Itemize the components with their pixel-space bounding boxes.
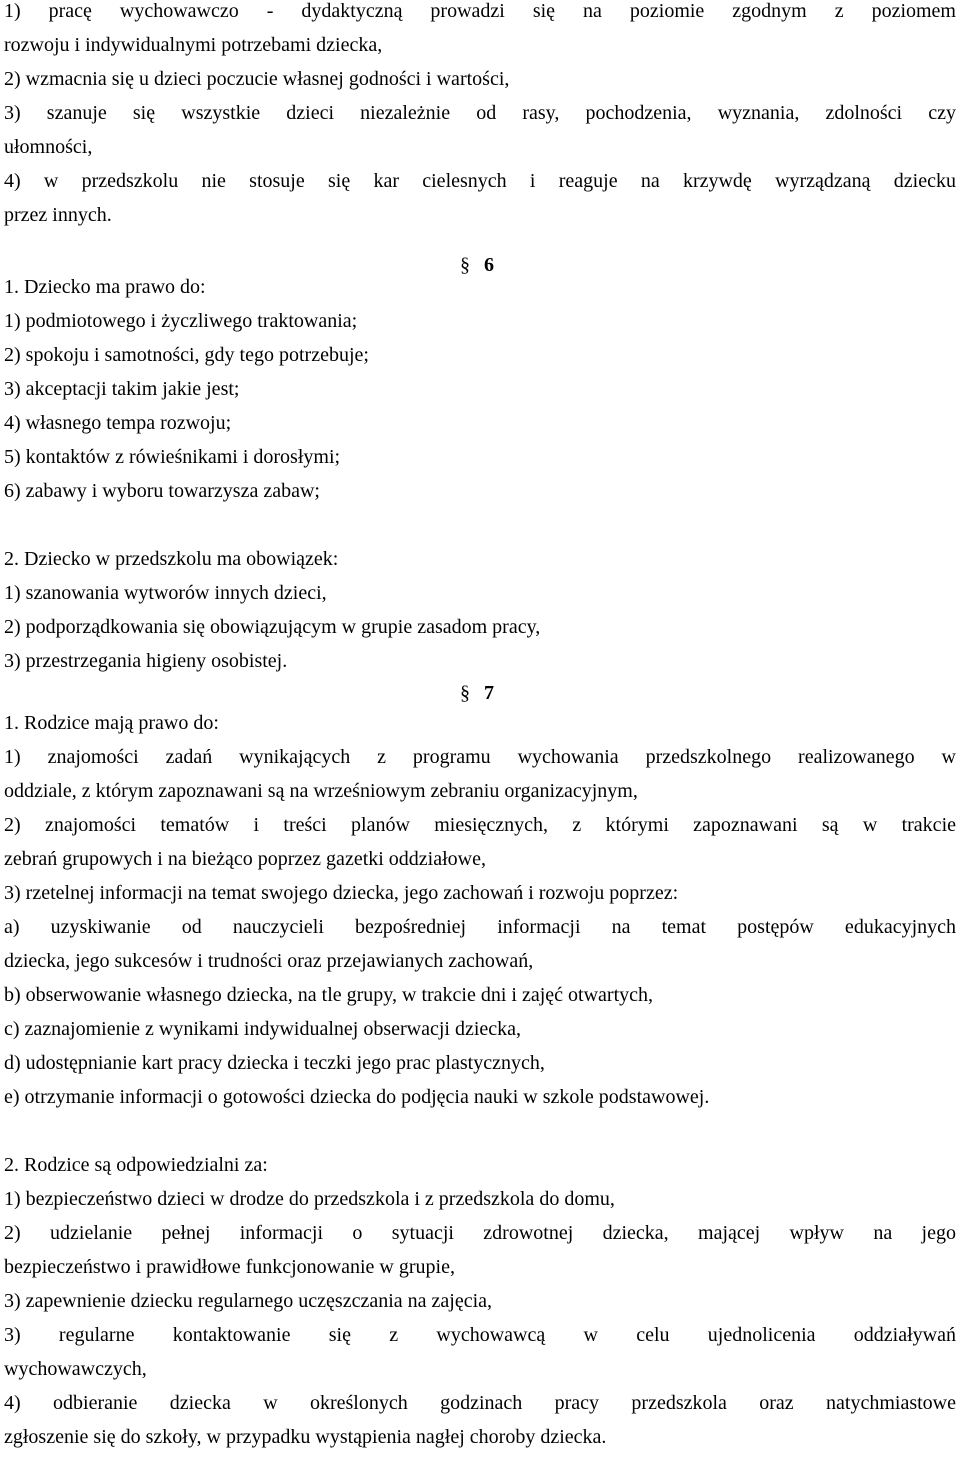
section-sign: § [460,254,470,276]
text-line: zgłoszenie się do szkoły, w przypadku wystąpienia nagłej choroby dziecka. [4,1426,607,1448]
text-line: 2) udzielanie pełnej informacji o sytuacji zdrowotnej dziecka, mającej wpływ na jego [4,1222,956,1244]
section-7-parent-duties [4,1148,956,1454]
text-line: d) udostępnianie kart pracy dziecka i teczki jego prac plastycznych, [4,1052,545,1074]
intro-line: ułomności, [4,136,93,158]
text-line: oddziale, z którym zapoznawani są na wrześniowym zebraniu organizacyjnym, [4,780,638,802]
section-6-duties [4,542,956,678]
intro-line: 4) w przedszkolu nie stosuje się kar cielesnych i reaguje na krzywdę wyrządzaną dziecku [4,170,956,192]
text-line: 1) bezpieczeństwo dzieci w drodze do przedszkola i z przedszkola do domu, [4,1188,615,1210]
list-item: 3) przestrzegania higieny osobistej. [4,650,288,672]
section-heading-7 [4,676,956,710]
text-line: 3) regularne kontaktowanie się z wychowawcą w celu ujednolicenia oddziaływań [4,1324,956,1346]
document-page [4,0,956,1454]
section-number: 7 [484,682,494,704]
list-item: 3) akceptacji takim jakie jest; [4,378,240,400]
intro-line: rozwoju i indywidualnymi potrzebami dziecka, [4,34,383,56]
text-line: b) obserwowanie własnego dziecka, na tle grupy, w trakcie dni i zajęć otwartych, [4,984,654,1006]
paragraph-heading: 2. Dziecko w przedszkolu ma obowiązek: [4,548,339,570]
list-item: 4) własnego tempa rozwoju; [4,412,232,434]
paragraph-heading: 2. Rodzice są odpowiedzialni za: [4,1154,268,1176]
section-6-rights [4,270,956,508]
intro-line: przez innych. [4,204,112,226]
spacer [4,508,956,542]
text-line: 4) odbieranie dziecka w określonych godzinach pracy przedszkola oraz natychmiastowe [4,1392,956,1414]
paragraph-heading: 1. Rodzice mają prawo do: [4,712,219,734]
intro-line: 2) wzmacnia się u dzieci poczucie własnej godności i wartości, [4,68,510,90]
text-line: 2) znajomości tematów i treści planów miesięcznych, z którymi zapoznawani są w trakcie [4,814,956,836]
section-number: 6 [484,254,494,276]
intro-line: 3) szanuje się wszystkie dzieci niezależnie od rasy, pochodzenia, wyznania, zdolności czy [4,102,956,124]
list-item: 2) spokoju i samotności, gdy tego potrzebuje; [4,344,369,366]
text-line: bezpieczeństwo i prawidłowe funkcjonowanie w grupie, [4,1256,455,1278]
spacer [4,1114,956,1148]
intro-list [4,0,956,232]
list-item: 2) podporządkowania się obowiązującym w grupie zasadom pracy, [4,616,541,638]
text-line: 3) zapewnienie dziecku regularnego uczęszczania na zajęcia, [4,1290,493,1312]
section-7-parent-rights [4,706,956,1114]
text-line: 1) znajomości zadań wynikających z programu wychowania przedszkolnego realizowanego w [4,746,956,768]
list-item: 1) szanowania wytworów innych dzieci, [4,582,327,604]
section-sign: § [460,682,470,704]
list-item: 6) zabawy i wyboru towarzysza zabaw; [4,480,320,502]
text-line: dziecka, jego sukcesów i trudności oraz przejawianych zachowań, [4,950,534,972]
text-line: zebrań grupowych i na bieżąco poprzez gazetki oddziałowe, [4,848,486,870]
text-line: 3) rzetelnej informacji na temat swojego dziecka, jego zachowań i rozwoju poprzez: [4,882,679,904]
text-line: wychowawczych, [4,1358,147,1380]
list-item: 1) podmiotowego i życzliwego traktowania; [4,310,358,332]
intro-line: 1) pracę wychowawczo - dydaktyczną prowadzi się na poziomie zgodnym z poziomem [4,0,956,22]
text-line: a) uzyskiwanie od nauczycieli bezpośredniej informacji na temat postępów edukacyjnych [4,916,956,938]
text-line: c) zaznajomienie z wynikami indywidualnej obserwacji dziecka, [4,1018,522,1040]
list-item: 5) kontaktów z rówieśnikami i dorosłymi; [4,446,341,468]
paragraph-heading: 1. Dziecko ma prawo do: [4,276,206,298]
text-line: e) otrzymanie informacji o gotowości dziecka do podjęcia nauki w szkole podstawowej. [4,1086,710,1108]
